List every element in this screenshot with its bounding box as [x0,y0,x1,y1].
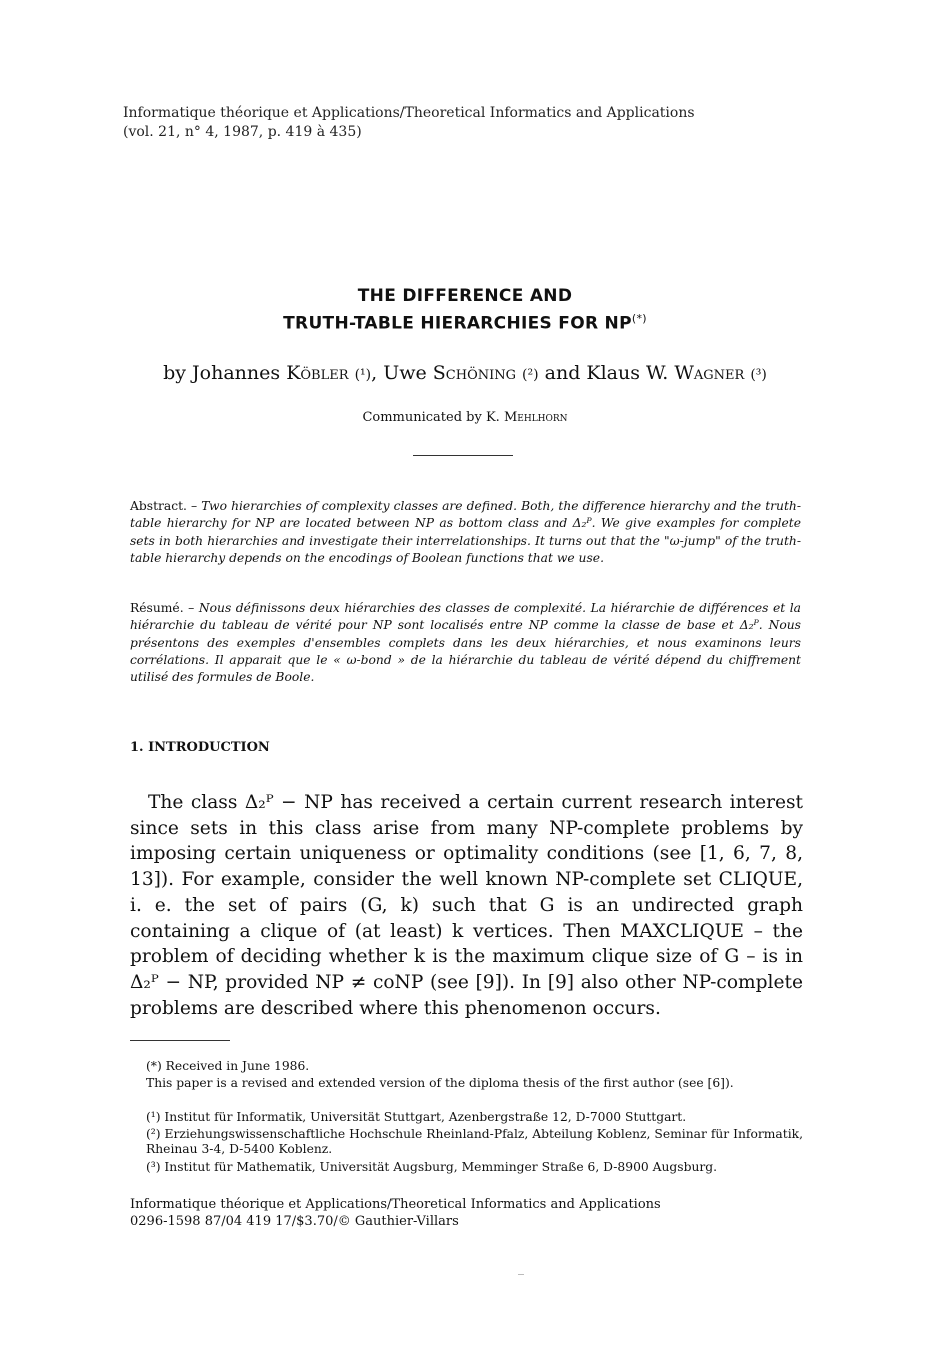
scan-mark [518,1274,524,1275]
author-3-name: Wagner [674,362,745,384]
section-heading: 1. INTRODUCTION [130,740,270,755]
author-2-name: Schöning [432,362,516,384]
footnote-received: (*) Received in June 1986. [146,1059,310,1073]
authors-sep-2: and Klaus W. [544,362,669,384]
resume-block [130,600,801,686]
title-text: TRUTH-TABLE HIERARCHIES FOR NP [283,313,632,334]
resume-text: Nous définissons deux hiérarchies des classes de complexité. La hiérarchie de différences et la hiérarchie du tableau de vérité pour NP sont localisés entre NP comme la classe de base et Δ₂ᴾ. Nous présentons des exemples d'ensembles complets dans les deux hiérarchies, et nous examinons leurs corrélations. Il apparait que le « ω-bond » de la hiérarchie du tableau de vérité dépend du chiffrement utilisé des formules de Boole. [130,601,801,685]
authors-line [0,362,930,384]
abstract-label: Abstract. – [130,499,198,513]
footer-line-2: 0296-1598 87/04 419 17/$3.70/© Gauthier-Villars [130,1214,459,1229]
footnote-1: (¹) Institut für Informatik, Universität Stuttgart, Azenbergstraße 12, D-7000 Stuttgart. [146,1110,687,1124]
author-1-name: Köbler [286,362,349,384]
footnote-3: (³) Institut für Mathematik, Universität Augsburg, Memminger Straße 6, D-8900 Augsburg. [146,1160,718,1174]
abstract-text: Two hierarchies of complexity classes are defined. Both, the difference hierarchy and the truth-table hierarchy for NP are located between NP as bottom class and Δ₂ᴾ. We give examples for complete sets in both hierarchies and investigate their interrelationships. It turns out that the "ω-jump" of the truth-table hierarchy depends on the encodings of Boolean functions that we use. [130,499,801,565]
intro-body [130,790,803,1021]
authors-sep-1: , Uwe [371,362,427,384]
footnote-divider [130,1040,230,1041]
journal-line-1: Informatique théorique et Applications/Theoretical Informatics and Applications [123,105,695,121]
journal-line-2: (vol. 21, n° 4, 1987, p. 419 à 435) [123,124,362,140]
resume-label: Résumé. – [130,601,195,615]
page-footer [130,1196,661,1230]
communicated-by [0,410,930,425]
title-divider [413,455,513,456]
paper-title-line-1: THE DIFFERENCE AND [357,286,573,306]
footnote-thesis: This paper is a revised and extended version of the diploma thesis of the first author (see [6]). [146,1076,734,1090]
author-2-ref: (²) [522,367,539,383]
communicator-name: Mehlhorn [503,410,568,425]
footnote-2: (²) Erziehungswissenschaftliche Hochschule Rheinland-Pfalz, Abteilung Koblenz, Seminar für Informatik, Rheinau 3-4, D-5400 Koblenz. [146,1127,803,1156]
authors-prefix: by Johannes [163,362,281,384]
author-3-ref: (³) [750,367,767,383]
title-footnote-mark: (*) [631,312,647,325]
journal-header [123,104,695,142]
intro-paragraph: The class Δ₂ᴾ − NP has received a certain current research interest since sets in this class arise from many NP-complete problems by imposing certain uniqueness or optimality conditions (see [1, 6, 7, 8, 13]). For example, consider the well known NP-complete set CLIQUE, i. e. the set of pairs (G, k) such that G is an undirected graph containing a clique of (at least) k vertices. Then MAXCLIQUE – the problem of deciding whether k is the maximum clique size of G – is in Δ₂ᴾ − NP, provided NP ≠ coNP (see [9]). In [9] also other NP-complete problems are described where this phenomenon occurs. [130,792,803,1019]
footer-line-1: Informatique théorique et Applications/Theoretical Informatics and Applications [130,1197,661,1212]
abstract-block [130,498,801,567]
paper-title-line-2 [0,312,930,334]
communicated-text: Communicated by K. [362,410,500,425]
author-1-ref: (¹) [354,367,372,383]
